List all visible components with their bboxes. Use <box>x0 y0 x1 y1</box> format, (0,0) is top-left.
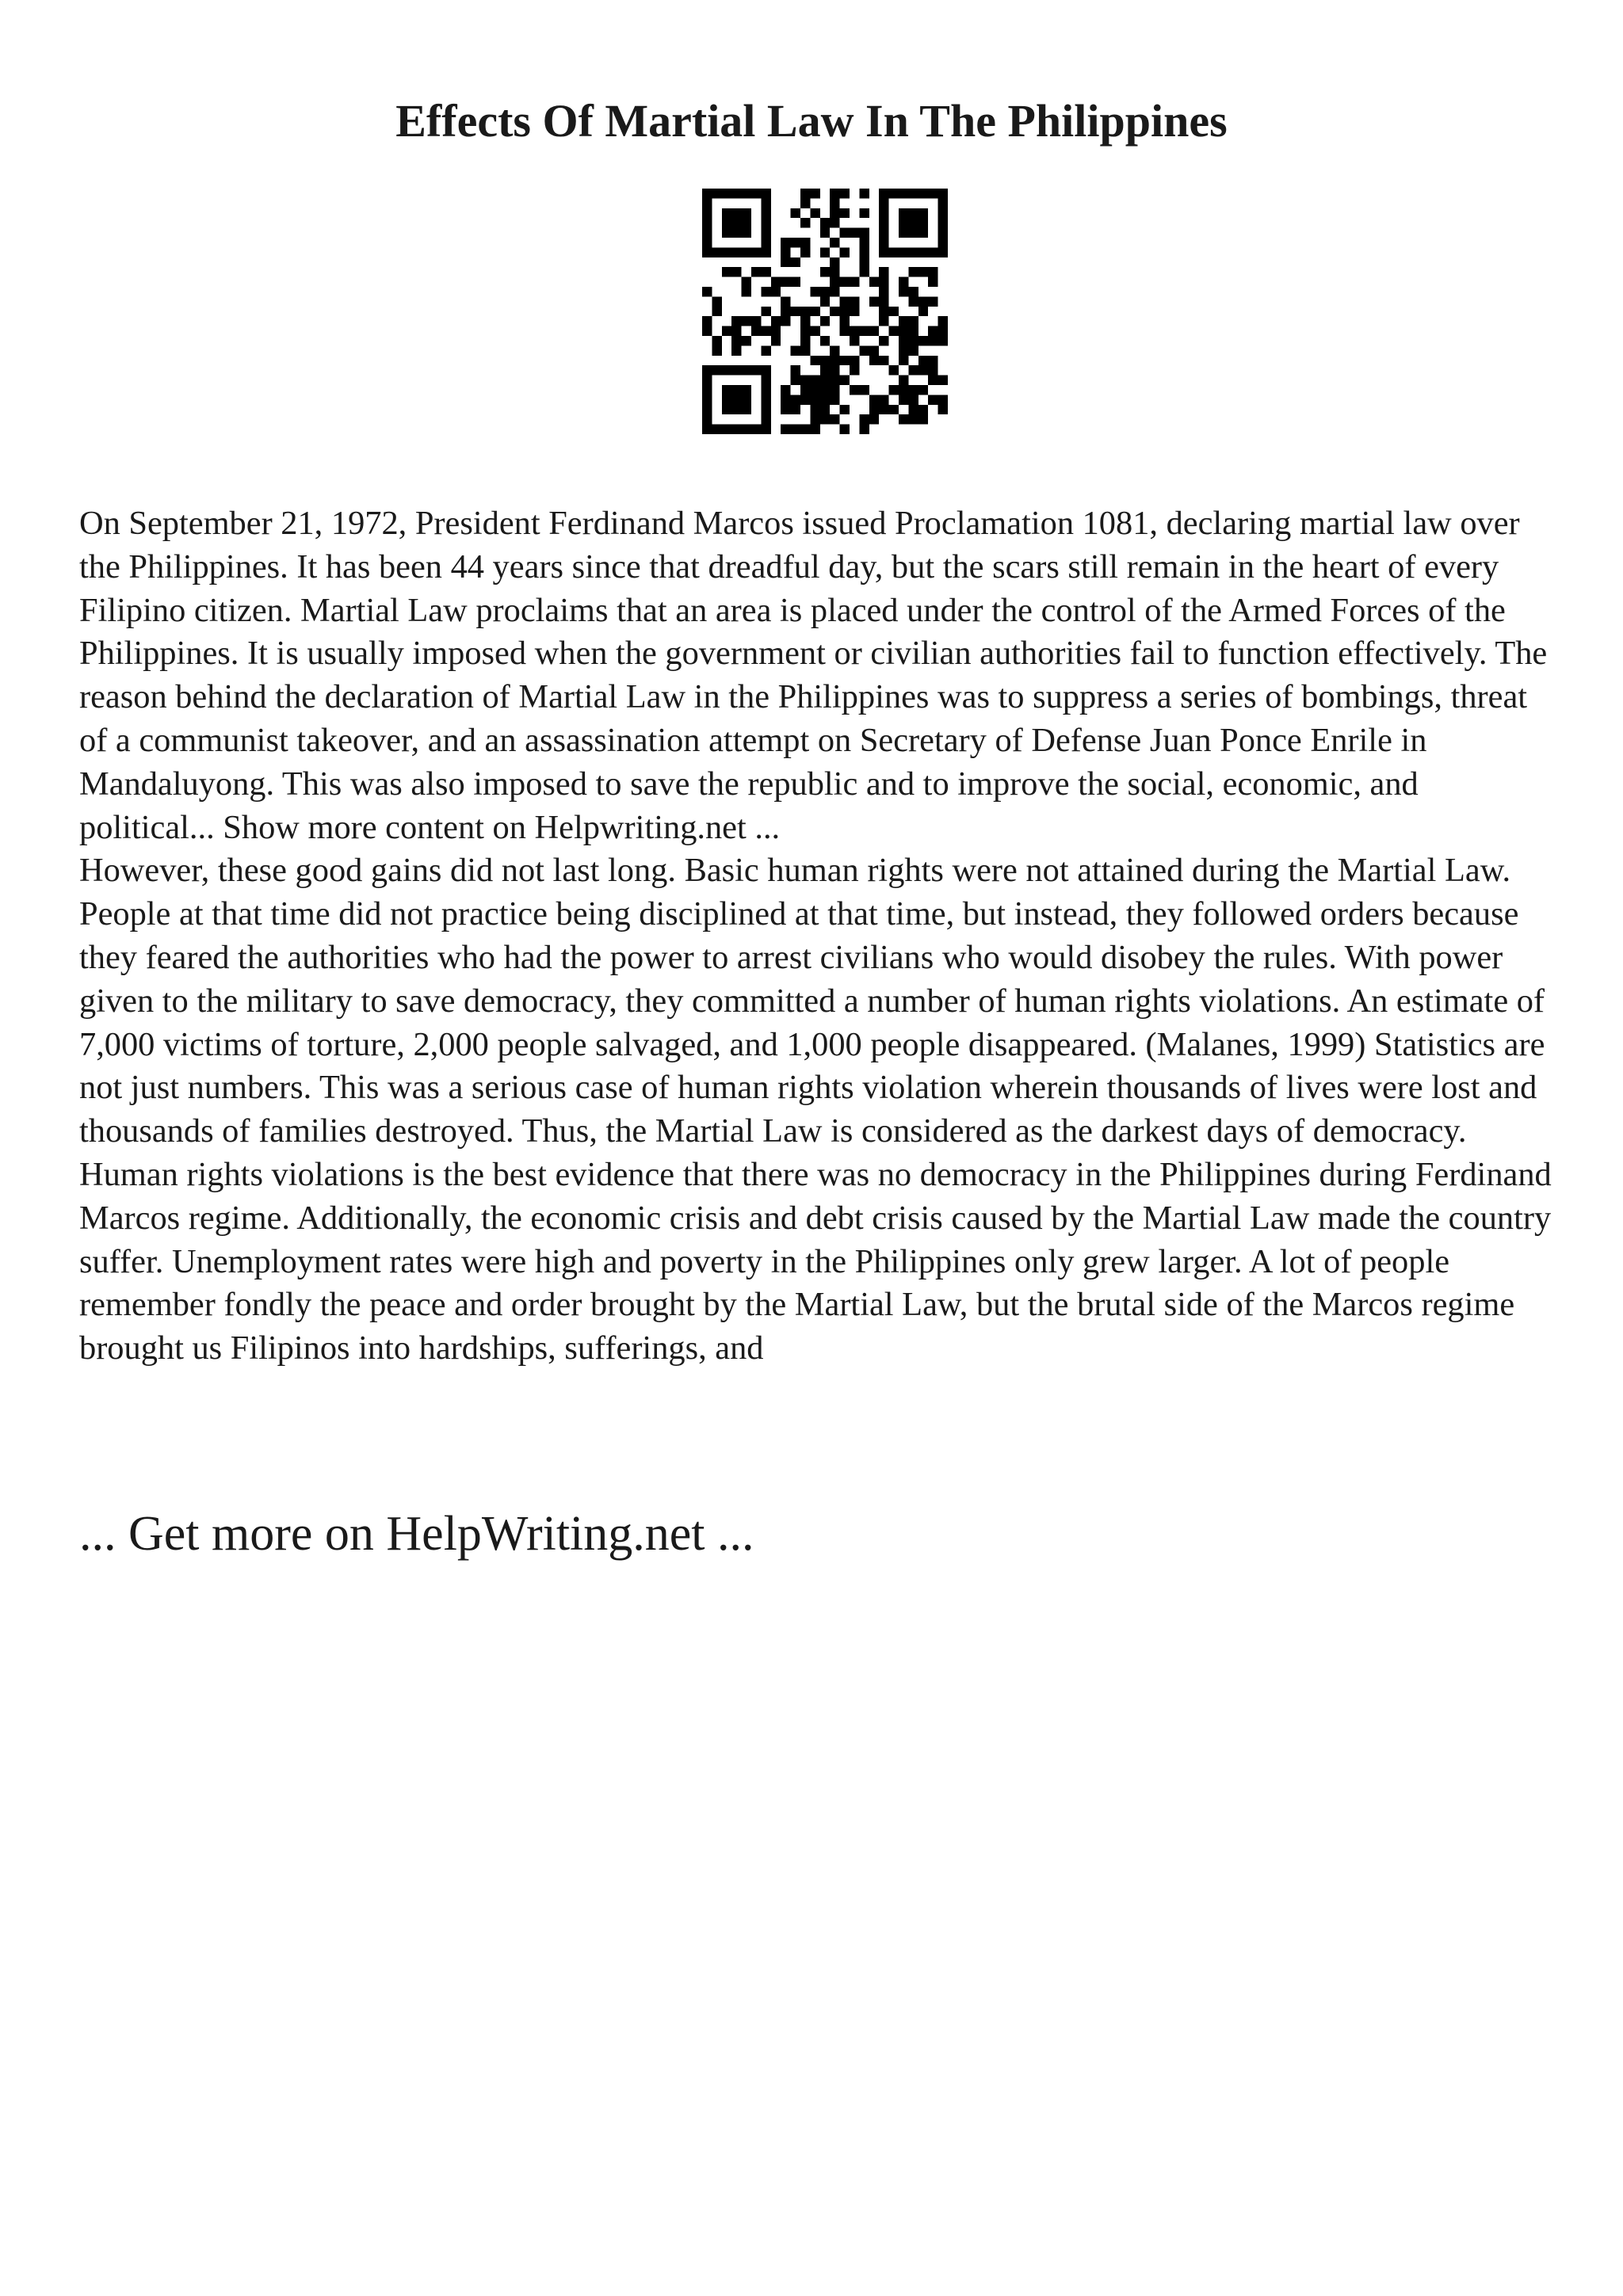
paragraph-1: On September 21, 1972, President Ferdinand Marcos issued Proclamation 1081, declaring martial law over the Philippines. It has been 44 years since that dreadful day, but the scars still remain in the heart of every Filipino citizen. Martial Law proclaims that an area is placed under the control of the Armed Forces of the Philippines. It is usually imposed when the government or civilian authorities fail to function effectively. The reason behind the declaration of Martial Law in the Philippines was to suppress a series of bombings, threat of a communist takeover, and an assassination attempt on Secretary of Defense Juan Ponce Enrile in Mandaluyong. This was also imposed to save the republic and to improve the social, economic, and political... Show more content on Helpwriting.net ... <box>79 505 1548 846</box>
get-more-link[interactable]: ... Get more on HelpWriting.net ... <box>79 1507 754 1561</box>
qr-code-icon <box>702 189 948 434</box>
paragraph-2: However, these good gains did not last long. Basic human rights were not attained during the Martial Law. People at that time did not practice being disciplined at that time, but instead, they followed orders because they feared the authorities who had the power to arrest civilians who would disobey the rules. With power given to the military to save democracy, they committed a number of human rights violations. An estimate of 7,000 victims of torture, 2,000 people salvaged, and 1,000 people disappeared. (Malanes, 1999) Statistics are not just numbers. This was a serious case of human rights violation wherein thousands of lives were lost and thousands of families destroyed. Thus, the Martial Law is considered as the darkest days of democracy. Human rights violations is the best evidence that there was no democracy in the Philippines during Ferdinand Marcos regime. Additionally, the economic crisis and debt crisis caused by the Martial Law made the country suffer. Unemployment rates were high and poverty in the Philippines only grew larger. A lot of people remember fondly the peace and order brought by the Martial Law, but the brutal side of the Marcos regime brought us Filipinos into hardships, sufferings, and <box>79 852 1552 1367</box>
document-title: Effects Of Martial Law In The Philippines <box>395 95 1228 147</box>
document-body <box>79 502 1553 1371</box>
